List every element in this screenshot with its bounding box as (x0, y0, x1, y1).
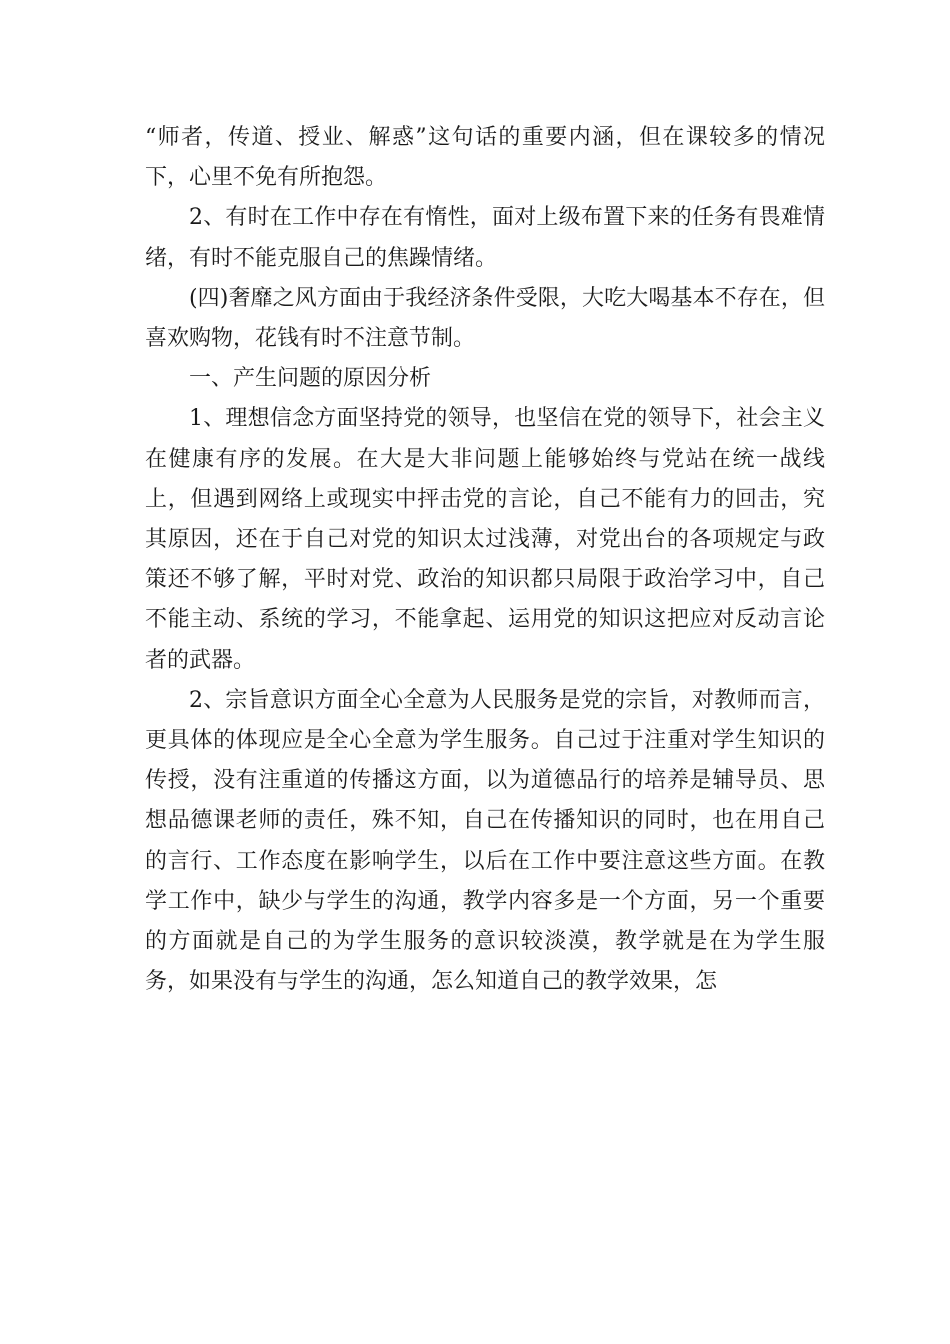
paragraph-5: 2、宗旨意识方面全心全意为人民服务是党的宗旨，对教师而言，更具体的体现应是全心全意为学生服务。自己过于注重对学生知识的传授，没有注重道的传播这方面，以为道德品行的培养是辅导员、思想品德课老师的责任，殊不知，自己在传播知识的同时，也在用自己的言行、工作态度在影响学生，以后在工作中要注意这些方面。在教学工作中，缺少与学生的沟通，教学内容多是一个方面，另一个重要的方面就是自己的为学生服务的意识较淡漠，教学就是在为学生服务，如果没有与学生的沟通，怎么知道自己的教学效果，怎 (145, 687, 825, 995)
paragraph-3: (四)奢靡之风方面由于我经济条件受限，大吃大喝基本不存在，但喜欢购物，花钱有时不注意节制。 (145, 285, 825, 352)
section-heading: 一、产生问题的原因分析 (189, 366, 432, 392)
paragraph-1: “师者，传道、授业、解惑”这句话的重要内涵，但在课较多的情况下，心里不免有所抱怨。 (145, 125, 825, 191)
document-body (145, 118, 825, 1002)
paragraph-2: 2、有时在工作中存在有惰性，面对上级布置下来的任务有畏难情绪，有时不能克服自己的焦躁情绪。 (145, 205, 825, 271)
paragraph-4: 1、理想信念方面坚持党的领导，也坚信在党的领导下，社会主义在健康有序的发展。在大是大非问题上能够始终与党站在统一战线上，但遇到网络上或现实中抨击党的言论，自己不能有力的回击，究其原因，还在于自己对党的知识太过浅薄，对党出台的各项规定与政策还不够了解，平时对党、政治的知识都只局限于政治学习中，自己不能主动、系统的学习，不能拿起、运用党的知识这把应对反动言论者的武器。 (145, 406, 825, 673)
